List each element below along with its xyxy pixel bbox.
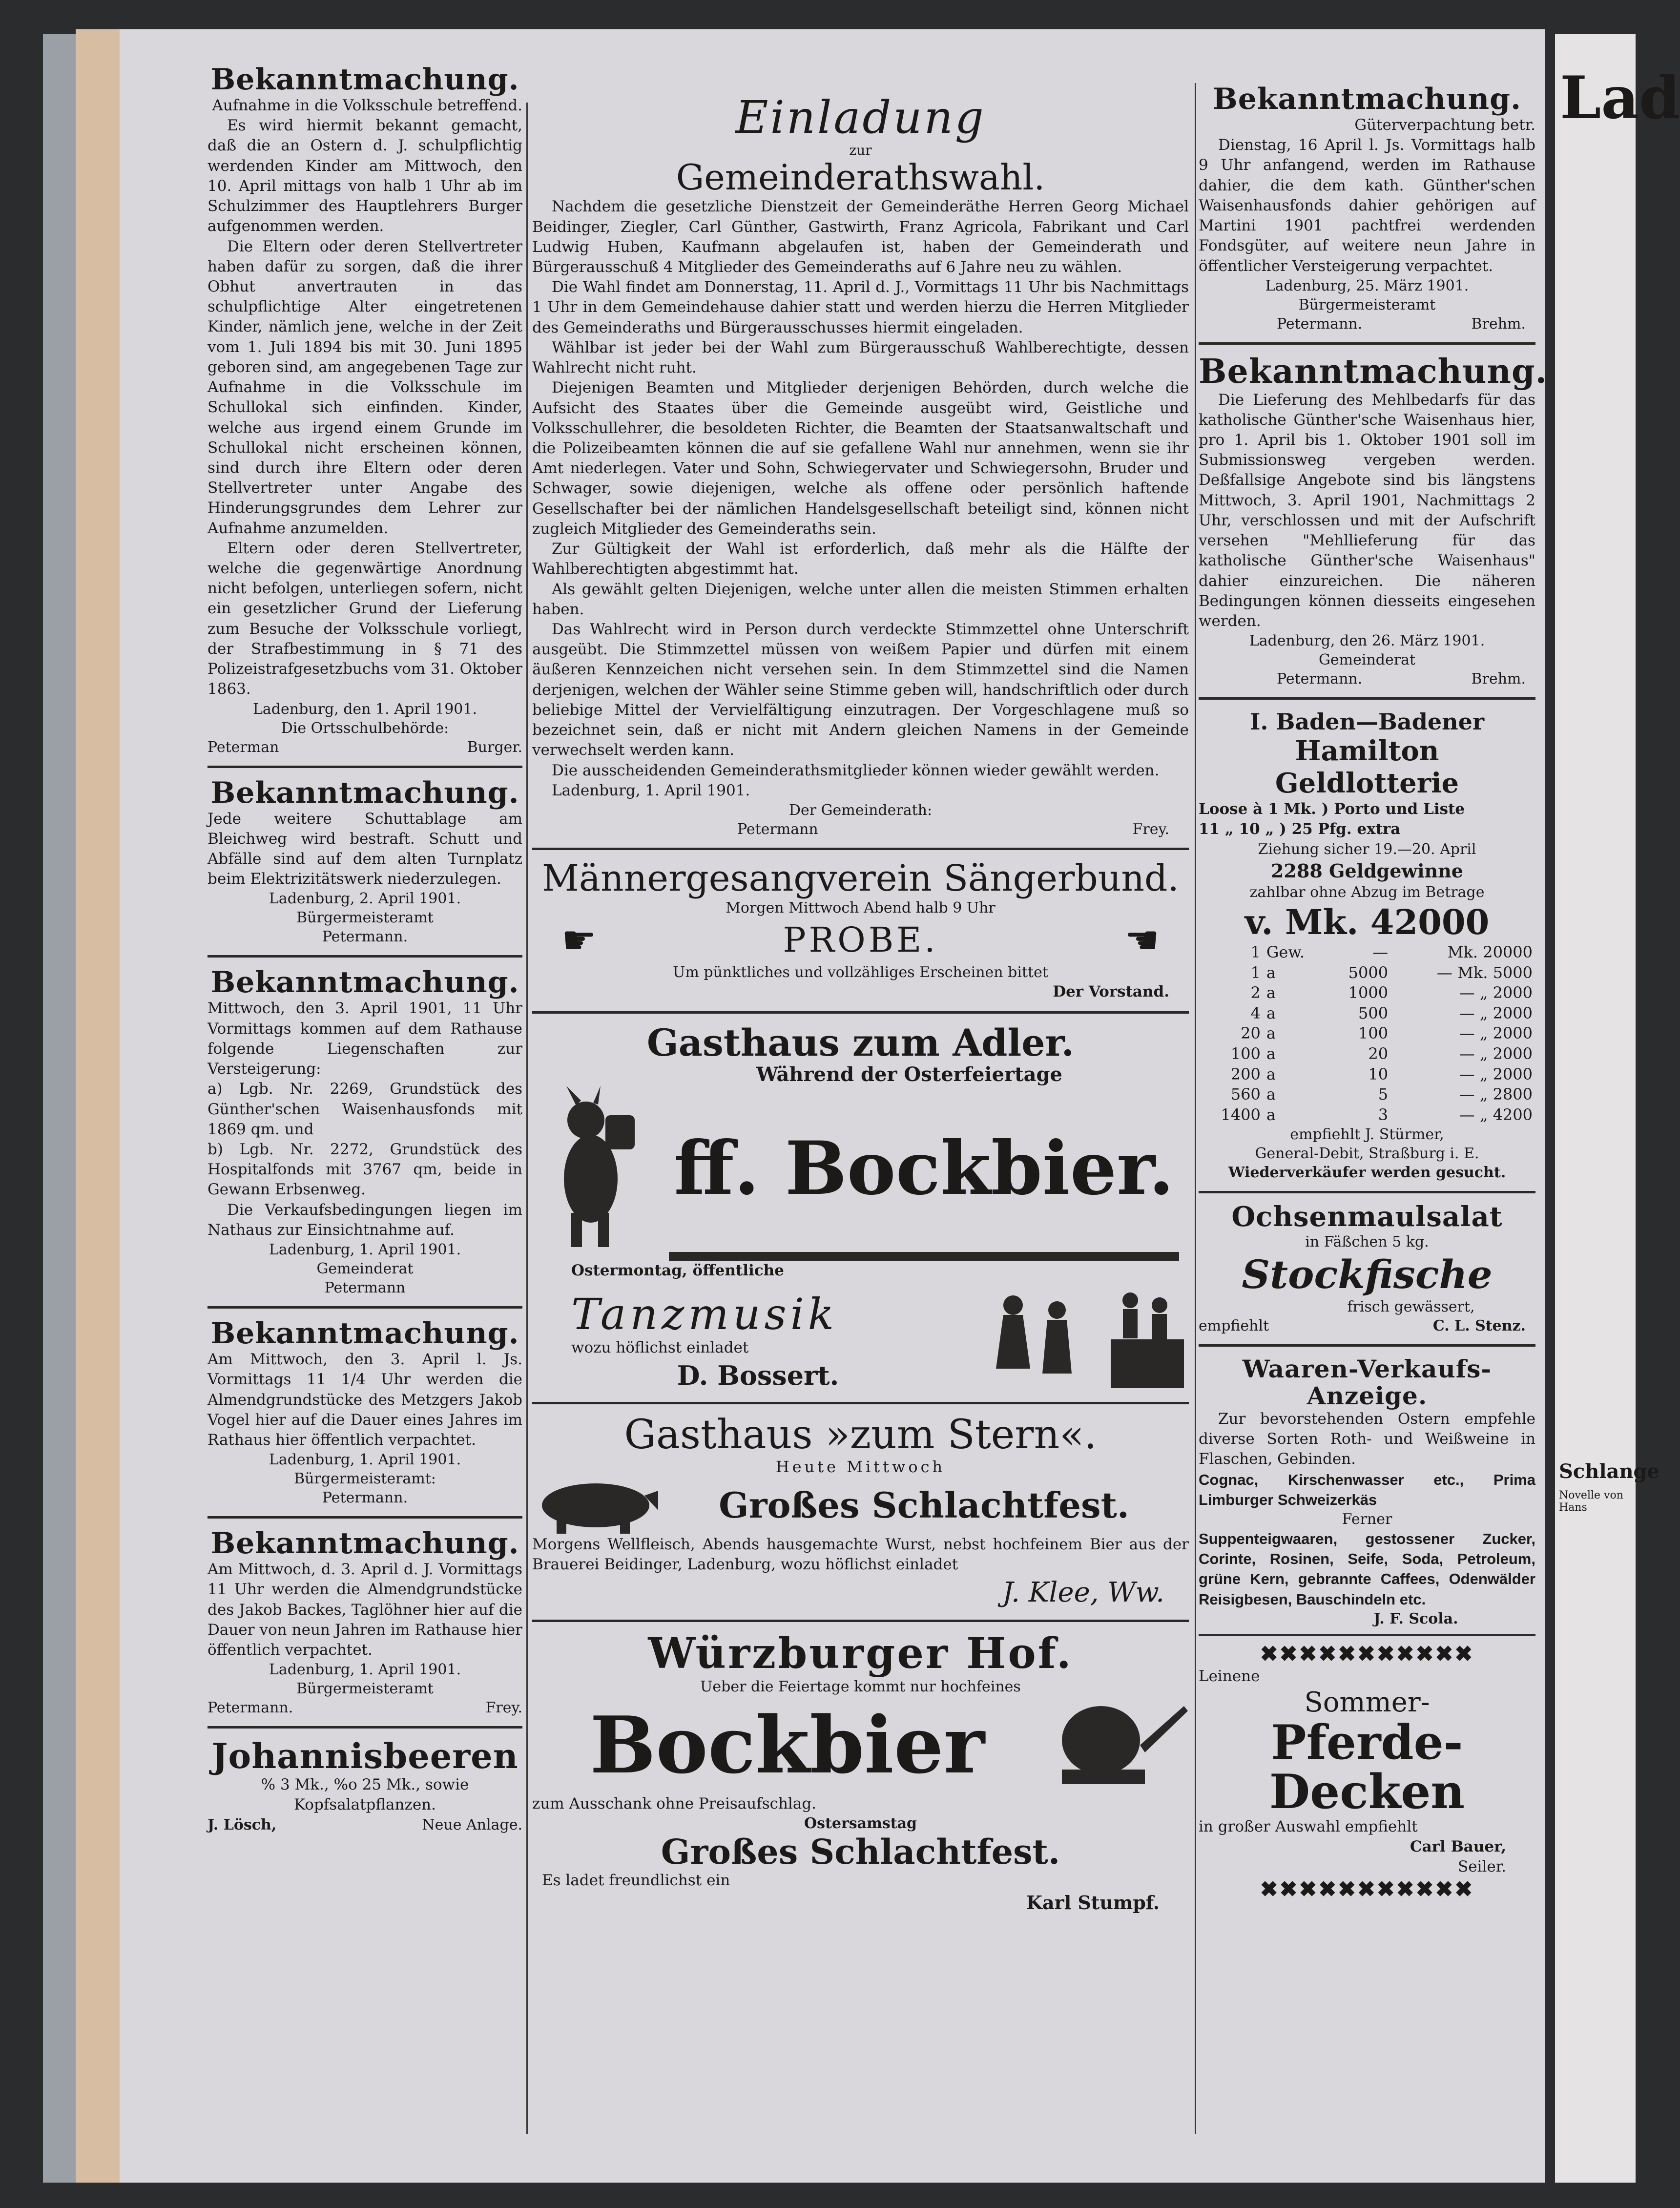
prize-row <box>1199 1003 1535 1024</box>
notice-title: Bekanntmachung. <box>210 1316 519 1351</box>
dancing-figures-icon <box>984 1281 1189 1393</box>
signatures <box>1199 1316 1535 1335</box>
wuerzburger-beer-row <box>532 1696 1189 1794</box>
divider <box>1199 697 1535 700</box>
signature: Karl Stumpf. <box>1026 1892 1160 1914</box>
prize-cell: — „ 2000 <box>1459 1003 1533 1022</box>
facing-page-masthead: Lad <box>1560 63 1680 132</box>
sale-title: Waaren-Verkaufs-Anzeige. <box>1242 1354 1492 1410</box>
prize-cell: 500 <box>1358 1003 1389 1022</box>
prize-table <box>1199 942 1535 1125</box>
prize-cell: 10 <box>1368 1064 1389 1083</box>
prize-cell: 100 <box>1358 1024 1389 1043</box>
column-middle <box>532 93 1189 1916</box>
invite-title: Einladung <box>735 91 986 144</box>
notice-paragraph: Es wird hiermit bekannt gemacht, daß die an Ostern d. J. schulpflichtig werdenden Kinder am Mittwoch, den 10. April mittags von halb 1 Uhr ab im Schulzimmer des Hauptlehrers Burger aufgenommen werden. <box>207 117 522 235</box>
prize-row <box>1199 1084 1535 1105</box>
wuerzburger-beer: Bockbier <box>590 1699 985 1791</box>
column-rule <box>1195 83 1196 2134</box>
divider <box>1199 1344 1535 1347</box>
divider <box>207 1306 522 1309</box>
lottery-line: Wiederverkäufer werden gesucht. <box>1228 1164 1506 1182</box>
signature: Frey. <box>1132 820 1169 838</box>
authority: Bürgermeisteramt: <box>294 1470 436 1488</box>
divider <box>532 848 1189 850</box>
signatures <box>532 820 1189 839</box>
authority: Die Ortsschulbehörde: <box>281 719 449 737</box>
notice-title: Bekanntmachung. <box>210 775 519 810</box>
signature: J. Klee, Ww. <box>1002 1576 1164 1608</box>
authority: Bürgermeisteramt <box>1298 296 1436 313</box>
lottery-line: General-Debit, Straßburg i. E. <box>1255 1145 1479 1163</box>
signatures <box>1199 314 1535 333</box>
divider <box>532 1620 1189 1622</box>
signature: Petermann. <box>1277 315 1363 333</box>
adler-beer: ff. Bockbier. <box>674 1125 1174 1212</box>
prize-cell: a <box>1266 1003 1276 1022</box>
notice-auction <box>207 966 522 1297</box>
salad-fish: Stockfische <box>1242 1251 1493 1297</box>
sale-text: Suppenteigwaaren, gestossener Zucker, Corinte, Rosinen, Seife, Soda, Petroleum, grüne Kern, gebrannte Caffees, Odenwälder Reisigbesen, Bauschindeln etc. <box>1199 1530 1535 1608</box>
notice-text: Am Mittwoch, den 3. April l. Js. Vormittags 11 1/4 Uhr werden die Almendgrundstücke des Metzgers Jakob Vogel hier auf die Dauer eines Jahres im Rathaus hier öffentlich verpachtet. <box>207 1351 522 1449</box>
ad-lottery <box>1199 708 1535 1182</box>
ad-horse-blankets <box>1199 1642 1535 1902</box>
salad-title: Ochsenmaulsalat <box>1231 1201 1503 1233</box>
notice-subtitle: Güterverpachtung betr. <box>1354 116 1535 134</box>
prize-cell: Gew. <box>1266 943 1305 961</box>
prize-cell: a <box>1266 983 1276 1002</box>
goat-with-mug-icon <box>532 1086 659 1252</box>
signature: Petermann. <box>322 928 408 946</box>
authority: Gemeinderat <box>1318 651 1416 669</box>
prize-cell: 20 <box>1368 1044 1389 1063</box>
wuerzburger-line: zum Ausschank ohne Preisaufschlag. <box>532 1795 817 1813</box>
notice-lease-vogel <box>207 1317 522 1507</box>
prize-row <box>1199 1105 1535 1125</box>
stern-line: Heute Mittwoch <box>775 1457 946 1476</box>
notice-item: b) Lgb. Nr. 2272, Grundstück des Hospitalfonds mit 3767 qm, beide in Gewann Erbsenweg. <box>207 1140 522 1199</box>
prize-cell: — „ 2000 <box>1459 983 1533 1002</box>
adler-dance-row <box>532 1281 1189 1393</box>
signature: Peterman <box>207 738 279 756</box>
lottery-line: zahlbar ohne Abzug im Betrage <box>1249 884 1485 901</box>
column-right <box>1199 82 1548 1902</box>
ad-stern <box>532 1413 1189 1611</box>
signature: Brehm. <box>1471 315 1526 333</box>
divider <box>1199 1191 1535 1193</box>
ad-sale <box>1199 1355 1535 1628</box>
prize-cell: 1 <box>1250 963 1261 982</box>
prize-cell: 200 <box>1230 1064 1261 1083</box>
notice-text: Am Mittwoch, d. 3. April d. J. Vormittags 11 Uhr werden die Almendgrundstücke des Jakob Backes, Taglöhner hier auf die Dauer von neun Jahren im Rathause hier öffentlich verpachtet. <box>207 1561 522 1659</box>
adler-line: Während der Osterfeiertage <box>756 1063 1062 1086</box>
horse-title: Sommer- <box>1304 1687 1430 1719</box>
wuerzburger-line: Ostersamstag <box>804 1815 917 1833</box>
prize-cell: a <box>1266 1044 1276 1063</box>
column-rule <box>526 103 528 2134</box>
adler-bar <box>669 1252 1179 1261</box>
signature: J. Lösch, <box>207 1816 277 1833</box>
prize-cell: 1400 <box>1221 1105 1261 1124</box>
notice-school <box>207 63 522 757</box>
prize-row <box>1199 942 1535 963</box>
prize-cell: Mk. 20000 <box>1447 943 1533 961</box>
invite-paragraph: Die Wahl findet am Donnerstag, 11. April d. J., Vormittags 11 Uhr bis Nachmittags 1 Uhr in dem Gemeindehause dahier statt und werden hierzu die Herren Mitglieder des Gemeinderaths und Bürgerausschusses hiermit eingeladen. <box>532 278 1189 336</box>
prize-cell: 4 <box>1250 1003 1261 1022</box>
notice-lease-backes <box>207 1527 522 1717</box>
adler-beer-row <box>532 1086 1189 1252</box>
signature: Der Vorstand. <box>1053 983 1169 1001</box>
sale-text: Cognac, Kirschenwasser etc., Prima Limburger Schweizerkäs <box>1199 1471 1535 1508</box>
horse-title: Pferde-Decken <box>1269 1715 1465 1819</box>
ornament-row: ✖✖✖✖✖✖✖✖✖✖✖ <box>1260 1641 1474 1666</box>
pointing-hand-left-icon: ☚ <box>1124 917 1160 963</box>
lottery-title: Hamilton Geldlotterie <box>1275 735 1459 800</box>
sale-ferner: Ferner <box>1342 1511 1392 1528</box>
invite-paragraph: Als gewählt gelten Diejenigen, welche unter allen die meisten Stimmen erhalten haben. <box>532 580 1189 618</box>
ad-salad <box>1199 1202 1535 1335</box>
signatures <box>207 1698 522 1717</box>
place-date: Ladenburg, 25. März 1901. <box>1265 277 1469 294</box>
invite-paragraph: Wählbar ist jeder bei der Wahl zum Bürgerausschuß Wahlberechtigte, dessen Wahlrecht nicht ruht. <box>532 338 1189 377</box>
notice-text: Die Verkaufsbedingungen liegen im Nathaus zur Einsichtnahme auf. <box>207 1201 522 1239</box>
salad-line: in Fäßchen 5 kg. <box>1305 1233 1429 1250</box>
prize-row <box>1199 983 1535 1003</box>
signature: Petermann. <box>1277 670 1363 688</box>
prize-cell: — <box>1372 943 1389 961</box>
prize-cell: 5 <box>1378 1085 1389 1104</box>
invite-paragraph: Zur Gültigkeit der Wahl ist erforderlich, daß mehr als die Hälfte der Wahlberechtigten abgestimmt hat. <box>532 540 1189 578</box>
signature: Petermann <box>737 820 818 838</box>
invite-paragraph: Die ausscheidenden Gemeinderathsmitglieder können wieder gewählt werden. <box>552 761 1160 779</box>
lottery-line: Ziehung sicher 19.—20. April <box>1258 840 1476 858</box>
signature: Frey. <box>485 1699 522 1717</box>
prize-cell: 2 <box>1250 983 1261 1002</box>
lottery-total: v. Mk. 42000 <box>1244 902 1490 942</box>
notice-title: Bekanntmachung. <box>1199 352 1548 391</box>
place-date: Ladenburg, 1. April 1901. <box>269 1451 461 1469</box>
ad-currants <box>207 1737 522 1834</box>
address: Neue Anlage. <box>422 1816 522 1833</box>
ad-choir <box>532 859 1189 1002</box>
choir-line: Um pünktliches und vollzähliges Erscheinen bittet <box>673 964 1048 981</box>
prize-cell: a <box>1266 1024 1276 1043</box>
signature: Brehm. <box>1471 670 1526 688</box>
divider <box>207 1516 522 1519</box>
notice-text: Dienstag, 16 April l. Js. Vormittags halb 9 Uhr anfangend, werden im Rathause dahier, die dem kath. Günther'schen Waisenhausfonds dahier gehörigen auf Martini 1901 pachtfrei werdenden Fondsgüter, auf weitere neun Jahre in öffentlicher Versteigerung verpachtet. <box>1199 136 1535 275</box>
invite-paragraph: Diejenigen Beamten und Mitglieder derjenigen Behörden, durch welche die Aufsicht des Staates über die Gemeinde ausgeübt wird, Geistliche und Volksschullehrer, die besoldeten Richter, die Beamten der Staatsanwaltschaft und die Polizeibeamten können die auf sie gefallene Wahl nur annehmen, wenn sie ihr Amt niederlegen. Vater und Sohn, Schwiegervater und Schwiegersohn, Bruder und Schwager, sowie diejenigen, welche als offene oder persönlich haftende Gesellschafter bei der nämlichen Handelsgesellschaft beteiligt sind, können nicht zugleich Mitglieder des Gemeinderaths sein. <box>532 379 1189 538</box>
ornament-row: ✖✖✖✖✖✖✖✖✖✖✖ <box>1260 1877 1474 1902</box>
stern-title: Gasthaus »zum Stern«. <box>624 1412 1097 1458</box>
prize-cell: 100 <box>1230 1044 1261 1063</box>
signature: J. F. Scola. <box>1373 1610 1458 1627</box>
prize-cell: 5000 <box>1348 963 1389 982</box>
signatures <box>207 738 522 757</box>
notice-rubble <box>207 777 522 947</box>
choir-line: Morgen Mittwoch Abend halb 9 Uhr <box>726 899 996 917</box>
adler-line: wozu höflichst einladet <box>571 1339 749 1357</box>
horse-line: Leinene <box>1199 1667 1260 1685</box>
signature: D. Bossert. <box>677 1359 839 1391</box>
divider <box>207 1726 522 1729</box>
prize-cell: — „ 2000 <box>1459 1064 1533 1083</box>
pig-icon <box>532 1476 659 1535</box>
ad-wuerzburger <box>532 1631 1189 1916</box>
place-date: Ladenburg, den 1. April 1901. <box>252 700 477 718</box>
prize-cell: — „ 2000 <box>1459 1024 1533 1043</box>
prize-cell: 1000 <box>1348 983 1389 1002</box>
notice-title: Bekanntmachung. <box>210 1526 519 1561</box>
divider <box>532 1011 1189 1014</box>
ad-adler <box>532 1022 1189 1394</box>
place-date: Ladenburg, 1. April 1901. <box>552 781 750 799</box>
place-date: Ladenburg, 1. April 1901. <box>269 1241 461 1259</box>
divider <box>207 955 522 958</box>
prize-cell: 560 <box>1230 1085 1261 1104</box>
ad-text: % 3 Mk., %o 25 Mk., sowie Kopfsalatpflanzen. <box>261 1776 469 1814</box>
prize-cell: a <box>1266 1064 1276 1083</box>
column-left <box>207 63 522 1834</box>
wuerzburger-line: Ueber die Feiertage kommt nur hochfeines <box>700 1678 1021 1696</box>
prize-cell: 1 <box>1250 943 1261 961</box>
prize-cell: — „ 4200 <box>1459 1105 1533 1124</box>
notice-text: Jede weitere Schuttablage am Bleichweg wird bestraft. Schutt und Abfälle sind auf dem alten Turnplatz beim Elektrizitätswerk niederzulegen. <box>207 810 522 888</box>
signature: Petermann. <box>207 1699 293 1717</box>
prize-cell: 20 <box>1241 1024 1261 1043</box>
prize-cell: 3 <box>1378 1105 1389 1124</box>
probe-row <box>532 917 1189 963</box>
notice-title: Bekanntmachung. <box>210 62 519 97</box>
prize-cell: a <box>1266 1085 1276 1104</box>
divider <box>532 1402 1189 1404</box>
facing-page-heading: Schlange <box>1559 1460 1659 1483</box>
choir-title: Männergesangverein Sängerbund. <box>542 857 1179 899</box>
invite-zur: zur <box>849 142 872 159</box>
invite-paragraph: Nachdem die gesetzliche Dienstzeit der Gemeinderäthe Herren Georg Michael Beidinger, Ziegler, Carl Günther, Gastwirth, Franz Agricola, Fabrikant und Carl Ludwig Huben, Kaufmann abgelaufen ist, haben der Gemeinderath und Bürgerausschuß 4 Mitglieder des Gemeinderaths auf 6 Jahre neu zu wählen. <box>532 198 1189 276</box>
page-edge <box>76 29 120 2183</box>
lottery-count: 2288 Geldgewinne <box>1271 859 1463 882</box>
ad-title: Johannisbeeren <box>211 1736 519 1777</box>
stern-text: Morgens Wellfleisch, Abends hausgemachte Wurst, nebst hochfeinem Bier aus der Brauerei Beidinger, Ladenburg, wozu höflichst einladet <box>532 1535 1189 1573</box>
probe-label: PROBE. <box>783 920 938 960</box>
notice-text: Die Lieferung des Mehlbedarfs für das katholische Günther'sche Waisenhaus hier, pro 1. April bis 1. Oktober 1901 soll im Submissionsweg vergeben werden. Deßfallsige Angebote sind bis längstens Mittwoch, 3. April 1901, Nachmittags 2 Uhr, verschlossen und mit der Aufschrift versehen "Mehllieferung für das katholische Günther'sche Waisenhaus" dahier einzureichen. Die näheren Bedingungen können diesseits eingesehen werden. <box>1199 391 1535 630</box>
adler-dance: Tanzmusik <box>571 1289 838 1339</box>
divider <box>1199 1634 1535 1636</box>
authority: Bürgermeisteramt <box>296 1680 434 1698</box>
authority: Der Gemeinderath: <box>788 801 933 819</box>
lottery-line: Loose à 1 Mk. ) Porto und Liste <box>1199 800 1465 818</box>
lottery-title: I. Baden—Badener <box>1249 708 1485 735</box>
prize-row <box>1199 1064 1535 1085</box>
facing-page-subheading: Novelle von Hans <box>1559 1489 1623 1514</box>
lottery-line: 11 „ 10 „ ) 25 Pfg. extra <box>1199 820 1401 838</box>
divider <box>207 766 522 768</box>
pointing-hand-right-icon: ☛ <box>561 917 597 963</box>
adler-title: Gasthaus zum Adler. <box>646 1021 1075 1064</box>
signature: Carl Bauer, <box>1410 1837 1506 1855</box>
divider <box>1199 342 1535 345</box>
notice-paragraph: Eltern oder deren Stellvertreter, welche die gegenwärtige Anordnung nicht befolgen, unterliegen sofern, nicht ein gesetzlicher Grund der Lieferung zum Besuche der Volksschule vorliegt, der Strafbestimmung in § 71 des Polizeistrafgesetzbuchs vom 31. Oktober 1863. <box>207 539 522 698</box>
notice-flour <box>1199 352 1548 688</box>
wuerzburger-title: Würzburger Hof. <box>648 1629 1073 1679</box>
prize-cell: — Mk. 5000 <box>1436 963 1533 982</box>
wuerzburger-event: Großes Schlachtfest. <box>661 1832 1060 1873</box>
salad-rec: empfiehlt <box>1199 1317 1269 1334</box>
prize-cell: a <box>1266 963 1276 982</box>
notice-subtitle: Aufnahme in die Volksschule betreffend. <box>212 97 522 114</box>
place-date: Ladenburg, 1. April 1901. <box>269 1661 461 1679</box>
sale-text: Zur bevorstehenden Ostern empfehle diverse Sorten Roth- und Weißweine in Flaschen, Gebinden. <box>1199 1410 1535 1468</box>
signatures <box>1199 669 1535 688</box>
horse-line: in großer Auswahl empfiehlt <box>1199 1817 1418 1835</box>
wuerzburger-line: Es ladet freundlichst ein <box>542 1872 730 1890</box>
signatures <box>207 1815 522 1834</box>
signature: Petermann <box>324 1279 406 1297</box>
notice-text: Mittwoch, den 3. April 1901, 11 Uhr Vormittags kommen auf dem Rathause folgende Liegenschaften zur Versteigerung: <box>207 1000 522 1078</box>
invite-subtitle: Gemeinderathswahl. <box>676 157 1045 198</box>
prize-cell: — „ 2000 <box>1459 1044 1533 1063</box>
place-date: Ladenburg, 2. April 1901. <box>269 890 461 908</box>
prize-cell: a <box>1266 1105 1276 1124</box>
signature: Burger. <box>467 738 522 756</box>
place-date: Ladenburg, den 26. März 1901. <box>1249 632 1485 650</box>
authority: Gemeinderat <box>316 1260 414 1278</box>
stern-event-row <box>532 1476 1189 1535</box>
signature: C. L. Stenz. <box>1432 1317 1526 1334</box>
prize-row <box>1199 1023 1535 1044</box>
stern-event: Großes Schlachtfest. <box>719 1484 1129 1526</box>
prize-cell: — „ 2800 <box>1459 1085 1533 1104</box>
signature: Petermann. <box>322 1489 408 1507</box>
salad-line: frisch gewässert, <box>1347 1298 1475 1315</box>
signature: Seiler. <box>1457 1858 1506 1876</box>
prize-row <box>1199 963 1535 983</box>
authority: Bürgermeisteramt <box>296 909 434 927</box>
facing-page <box>1555 34 1680 2183</box>
beer-mug-icon <box>1042 1696 1189 1794</box>
notice-title: Bekanntmachung. <box>1213 82 1521 116</box>
adler-line: Ostermontag, öffentliche <box>571 1262 784 1280</box>
election-invitation <box>532 93 1189 839</box>
notice-paragraph: Die Eltern oder deren Stellvertreter haben dafür zu sorgen, daß die ihrer Obhut anvertrauten in das schulpflichtige Alter eingetretenen Kinder, nämlich jene, welche in der Zeit vom 1. Juli 1894 bis mit 30. Juni 1895 geboren sind, am angegebenen Tage zur Aufnahme in die Volksschule im Schullokal sich einfinden. Kinder, welche aus irgend einem Grunde im Schullokal nicht erscheinen können, sind durch ihre Eltern oder deren Stellvertreter unter Angabe des Hinderungsgrundes dem Lehrer zur Aufnahme anzumelden. <box>207 237 522 537</box>
prize-row <box>1199 1044 1535 1064</box>
notice-item: a) Lgb. Nr. 2269, Grundstück des Günther'schen Waisenhausfonds mit 1869 qm. und <box>207 1080 522 1138</box>
notice-title: Bekanntmachung. <box>210 965 519 1000</box>
invite-paragraph: Das Wahlrecht wird in Person durch verdeckte Stimmzettel ohne Unterschrift ausgeübt. Die Stimmzettel müssen von weißem Papier und dürfen mit einem äußeren Kennzeichen nicht versehen sein. In dem Stimmzettel sind die Namen derjenigen, welchen der Wähler seine Stimme geben will, handschriftlich oder durch beliebige Mittel der Vervielfältigung einzutragen. Der Vorgeschlagene muß so bezeichnet sein, daß er nicht mit Andern gleichen Namens in der Gemeinde verwechselt werden kann. <box>532 620 1189 759</box>
lottery-line: empfiehlt J. Stürmer, <box>1290 1126 1444 1144</box>
notice-land-lease <box>1199 83 1535 333</box>
